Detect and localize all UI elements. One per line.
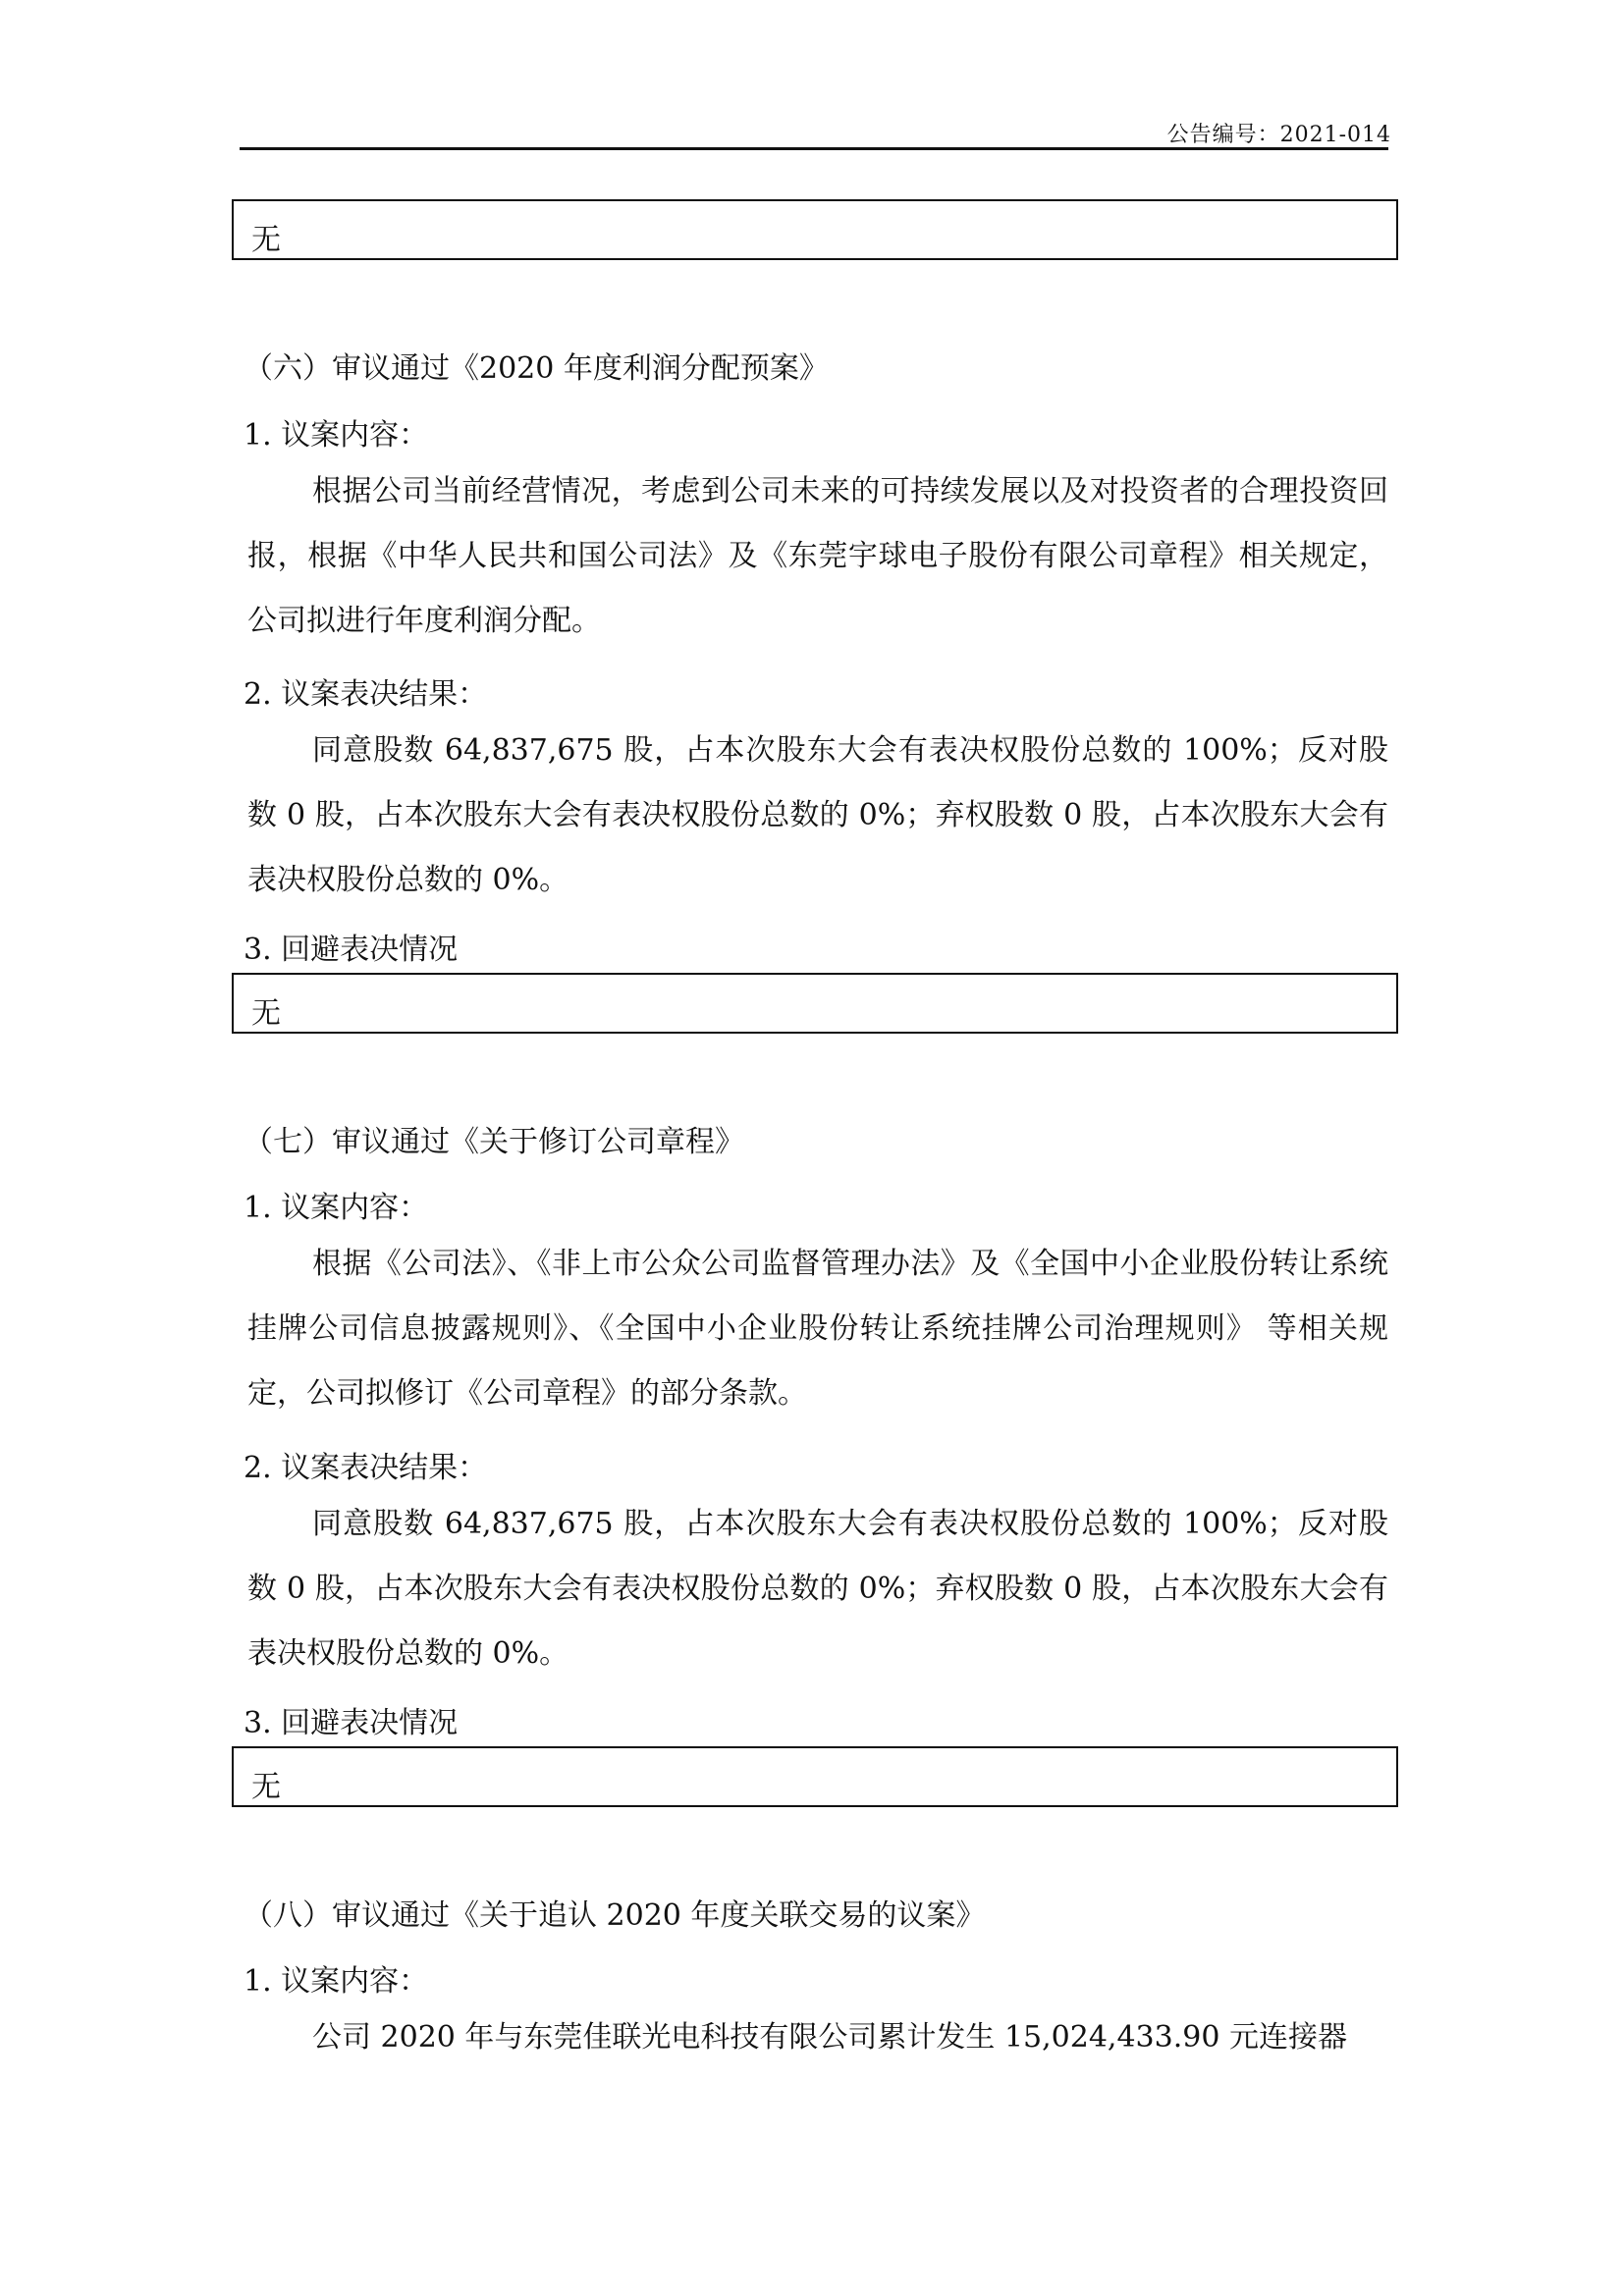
- section-7-recusal-label: 3. 回避表决情况: [244, 1706, 459, 1740]
- recusal-box-text: 无: [251, 996, 281, 1031]
- section-8-title: （八）审议通过《关于追认 2020 年度关联交易的议案》: [244, 1898, 986, 1933]
- section-7-vote-result: 同意股数 64,837,675 股，占本次股东大会有表决权股份总数的 100%；反对股数 0 股，占本次股东大会有表决权股份总数的 0%；弃权股数 0 股，占本次股东大会有表决权股份总数的 0%。: [247, 1507, 1388, 1671]
- section-6-title: （六）审议通过《2020 年度利润分配预案》: [244, 351, 829, 386]
- section-7-vote-label: 2. 议案表决结果：: [244, 1451, 488, 1485]
- section-6-vote-label: 2. 议案表决结果：: [244, 677, 488, 712]
- announcement-number: 公告编号：2021-014: [1166, 123, 1391, 147]
- section-7-content-label: 1. 议案内容：: [244, 1191, 429, 1225]
- section-7-content: 根据《公司法》、《非上市公众公司监督管理办法》及《全国中小企业股份转让系统挂牌公司信息披露规则》、《全国中小企业股份转让系统挂牌公司治理规则》 等相关规定，公司拟修订《公司章程》的部分条款。: [247, 1247, 1388, 1411]
- section-7-recusal-box: [232, 1746, 1398, 1807]
- section-8-content-label: 1. 议案内容：: [244, 1964, 429, 1999]
- section-6-recusal-label: 3. 回避表决情况: [244, 933, 459, 967]
- recusal-box-text: 无: [251, 1770, 281, 1804]
- section-6-content: 根据公司当前经营情况，考虑到公司未来的可持续发展以及对投资者的合理投资回报，根据《中华人民共和国公司法》及《东莞宇球电子股份有限公司章程》相关规定，公司拟进行年度利润分配。: [247, 474, 1388, 638]
- section-7-title: （七）审议通过《关于修订公司章程》: [244, 1125, 744, 1159]
- section-8-content: 公司 2020 年与东莞佳联光电科技有限公司累计发生 15,024,433.90 元连接器: [312, 2020, 1347, 2055]
- header-divider: [240, 147, 1388, 150]
- recusal-box-text: 无: [251, 223, 281, 257]
- recusal-box-previous: [232, 199, 1398, 260]
- section-6-recusal-box: [232, 973, 1398, 1034]
- section-6-vote-result: 同意股数 64,837,675 股，占本次股东大会有表决权股份总数的 100%；反对股数 0 股，占本次股东大会有表决权股份总数的 0%；弃权股数 0 股，占本次股东大会有表决权股份总数的 0%。: [247, 733, 1388, 897]
- section-6-content-label: 1. 议案内容：: [244, 418, 429, 453]
